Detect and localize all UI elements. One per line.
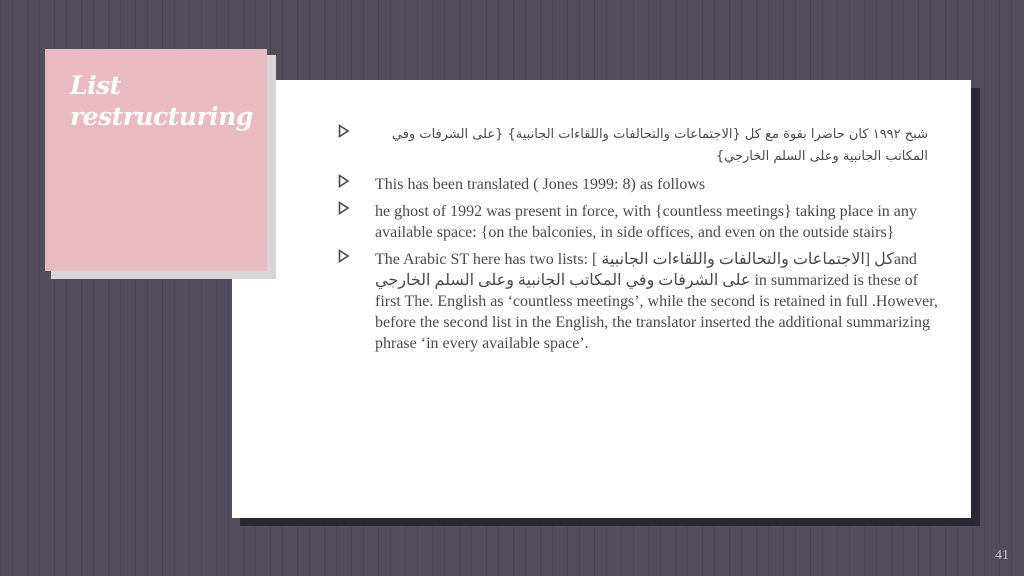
bullet-item <box>338 201 938 243</box>
bullet-text: The Arabic ST here has two lists: [ كل [الاجتماعات والتحالفات واللقاءات الجانبيةand على الشرفات وفي المكاتب الجانبية وعلى السلم الخارجي in summarized is these of first The. English as ‘countless meetings’, while the second is retained in full .However, before the second list in the English, the translator inserted the additional summarizing phrase ‘in every available space’. <box>375 251 938 352</box>
triangle-outline-icon <box>338 124 352 140</box>
triangle-outline-icon <box>338 249 352 265</box>
bullet-list <box>338 124 938 360</box>
triangle-outline-icon <box>338 201 352 217</box>
bullet-item <box>338 174 938 195</box>
page-number: 41 <box>995 548 1009 563</box>
bullet-text: he ghost of 1992 was present in force, with {countless meetings} taking place in any available space: {on the balconies, in side offices, and even on the outside stairs} <box>375 203 917 241</box>
bullet-item <box>338 124 938 168</box>
bullet-text: This has been translated ( Jones 1999: 8) as follows <box>375 176 706 193</box>
title-box <box>45 49 267 271</box>
slide-title: List restructuring <box>70 71 253 131</box>
triangle-outline-icon <box>338 174 352 190</box>
bullet-text-arabic: شبح ١٩٩٢ كان حاضرا بقوة مع كل {الاجتماعات والتحالفات واللقاءات الجانبية} {على الشرفات وفي المكاتب الجانبية وعلى السلم الخارجي} <box>391 127 928 164</box>
content-box <box>232 80 971 518</box>
bullet-item <box>338 249 938 354</box>
